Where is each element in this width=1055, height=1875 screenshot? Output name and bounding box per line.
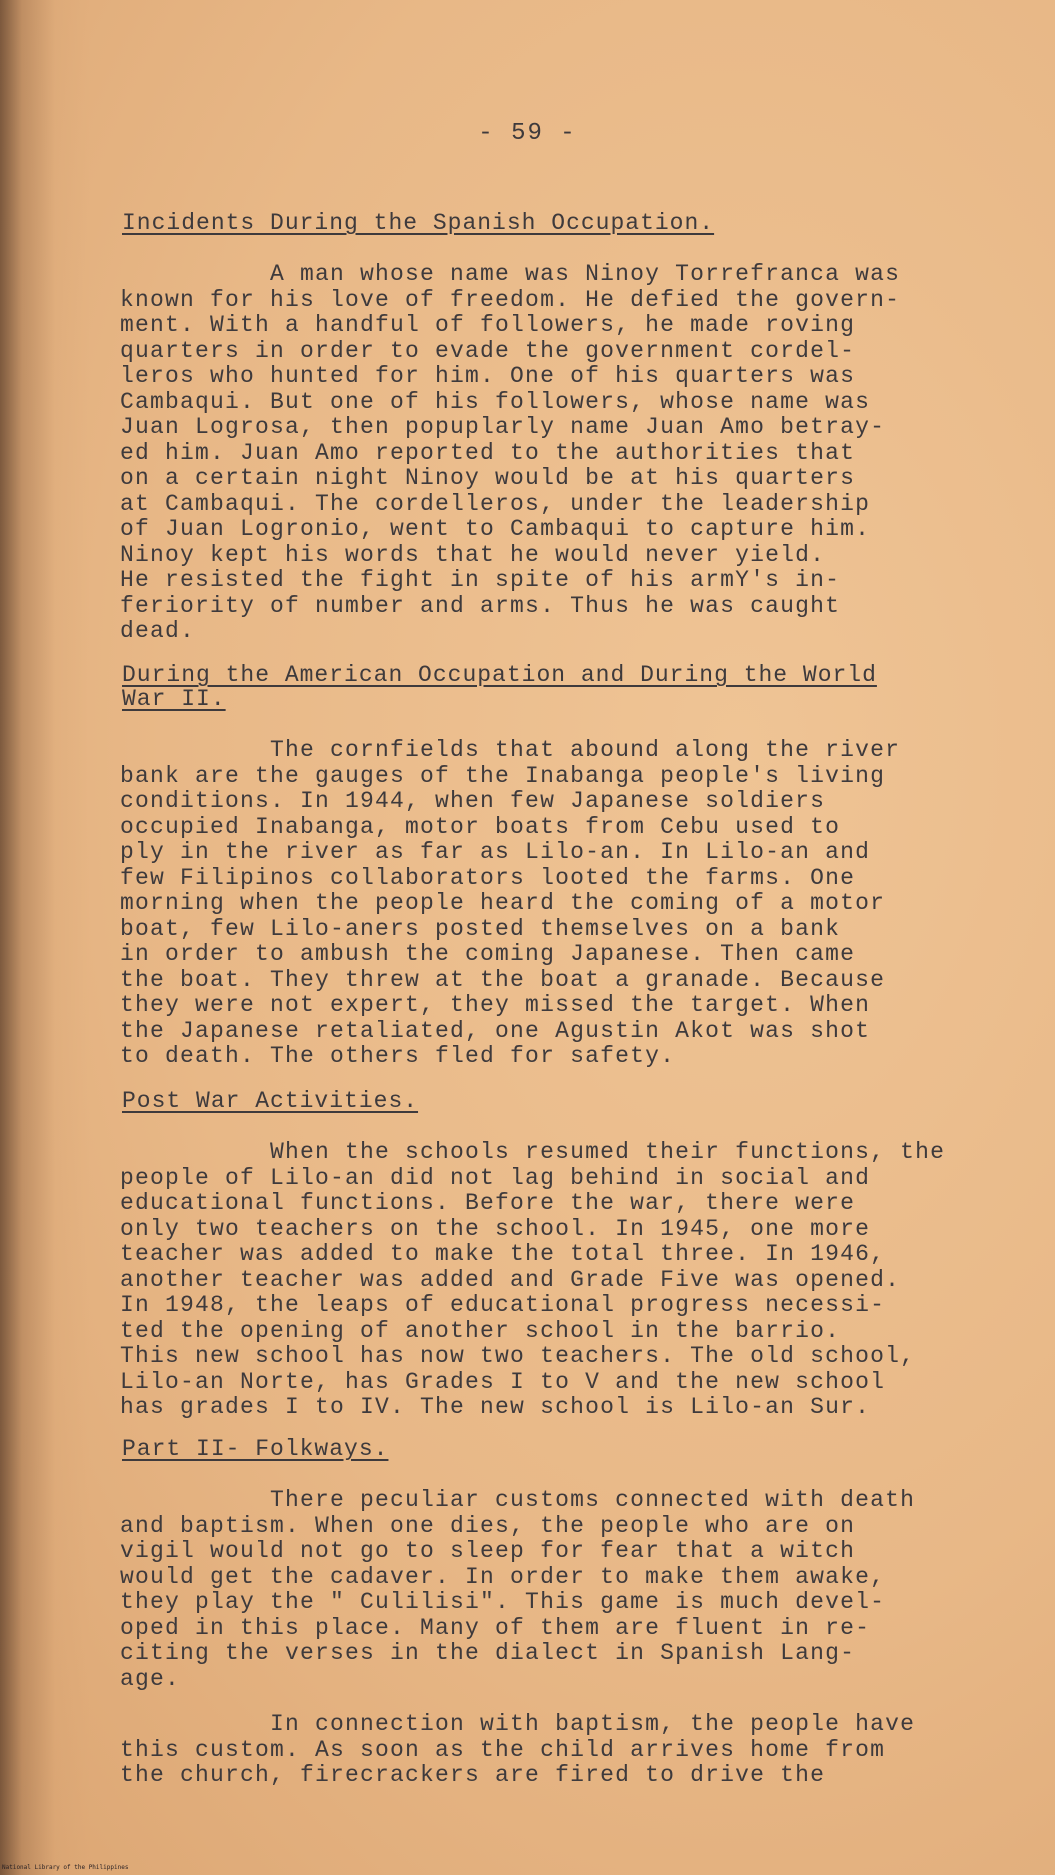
text-line: In connection with baptism, the people have [120, 1711, 916, 1737]
section-heading-post-war: Post War Activities. [122, 1088, 419, 1114]
text-line: ted the opening of another school in the barrio. [120, 1317, 841, 1344]
text-line: to death. The others fled for safety. [120, 1043, 676, 1069]
paragraph-american-occupation [120, 738, 1000, 1070]
text-line: Ninoy kept his words that he would never yield. [120, 541, 826, 568]
text-line: only two teachers on the school. In 1945, one more [120, 1215, 871, 1242]
page-number: - 59 - [478, 120, 577, 147]
text-line: Juan Logrosa, then popuplarly name Juan Amo betray- [120, 414, 886, 440]
text-line: has grades I to IV. The new school is Lilo-an Sur. [120, 1394, 871, 1420]
text-line: and baptism. When one dies, the people who are on [120, 1512, 856, 1539]
text-line: morning when the people heard the coming of a motor [120, 890, 886, 916]
text-line: feriority of number and arms. Thus he was caught [120, 592, 841, 619]
text-line: oped in this place. Many of them are fluent in re- [120, 1614, 871, 1641]
text-line: vigil would not go to sleep for fear that a witch [120, 1538, 856, 1564]
text-line: of Juan Logronio, went to Cambaqui to capture him. [120, 516, 871, 542]
section-heading-american-occupation: During the American Occupation and During the World [122, 662, 877, 688]
text-line: He resisted the fight in spite of his armY's in- [120, 567, 841, 593]
text-line: teacher was added to make the total three. In 1946, [120, 1241, 886, 1267]
text-line: ply in the river as far as Lilo-an. In Lilo-an and [120, 839, 871, 865]
text-line: A man whose name was Ninoy Torrefranca was [120, 261, 901, 287]
text-line: few Filipinos collaborators looted the farms. One [120, 864, 856, 891]
paragraph-post-war [120, 1140, 1000, 1421]
text-line: people of Lilo-an did not lag behind in social and [120, 1164, 871, 1191]
text-line: they were not expert, they missed the target. When [120, 992, 871, 1018]
text-line: In 1948, the leaps of educational progress necessi- [120, 1292, 886, 1318]
text-line: ment. With a handful of followers, he made roving [120, 312, 856, 338]
text-line: known for his love of freedom. He defied the govern- [120, 286, 901, 313]
text-line: The cornfields that abound along the river [120, 737, 901, 763]
text-line: citing the verses in the dialect in Spanish Lang- [120, 1640, 856, 1666]
text-line: in order to ambush the coming Japanese. Then came [120, 941, 856, 967]
text-line: dead. [120, 618, 196, 644]
text-line: the boat. They threw at the boat a granade. Because [120, 966, 886, 993]
text-line: age. [120, 1665, 181, 1692]
text-line: There peculiar customs connected with death [120, 1487, 916, 1513]
text-line: they play the " Culilisi". This game is much devel- [120, 1589, 886, 1615]
paragraph-folkways-baptism [120, 1712, 1000, 1789]
text-line: leros who hunted for him. One of his quarters was [120, 363, 856, 389]
paragraph-folkways-death [120, 1488, 1000, 1692]
text-line: this custom. As soon as the child arrives home from [120, 1736, 886, 1763]
text-line: ed him. Juan Amo reported to the authorities that [120, 439, 856, 466]
text-line: bank are the gauges of the Inabanga people's living [120, 762, 886, 789]
text-line: the church, firecrackers are fired to drive the [120, 1762, 826, 1788]
text-line: would get the cadaver. In order to make them awake, [120, 1563, 886, 1590]
text-line: conditions. In 1944, when few Japanese soldiers [120, 788, 826, 814]
text-line: boat, few Lilo-aners posted themselves on a bank [120, 915, 841, 942]
text-line: educational functions. Before the war, there were [120, 1190, 856, 1216]
section-heading-american-occupation-cont: War II. [122, 686, 226, 712]
section-heading-spanish-occupation: Incidents During the Spanish Occupation. [122, 210, 715, 236]
library-credit: National Library of the Philippines [2, 1864, 129, 1871]
text-line: This new school has now two teachers. The old school, [120, 1343, 916, 1369]
text-line: the Japanese retaliated, one Agustin Akot was shot [120, 1017, 871, 1044]
section-heading-folkways: Part II- Folkways. [122, 1436, 389, 1462]
text-line: quarters in order to evade the government cordel- [120, 337, 856, 364]
text-line: When the schools resumed their functions, the [120, 1139, 946, 1165]
text-line: Cambaqui. But one of his followers, whose name was [120, 388, 871, 415]
paragraph-spanish-occupation [120, 262, 1000, 645]
text-line: Lilo-an Norte, has Grades I to V and the new school [120, 1368, 886, 1395]
text-line: at Cambaqui. The cordelleros, under the leadership [120, 490, 871, 517]
text-line: on a certain night Ninoy would be at his quarters [120, 465, 856, 491]
text-line: another teacher was added and Grade Five was opened. [120, 1266, 901, 1293]
text-line: occupied Inabanga, motor boats from Cebu used to [120, 813, 841, 840]
